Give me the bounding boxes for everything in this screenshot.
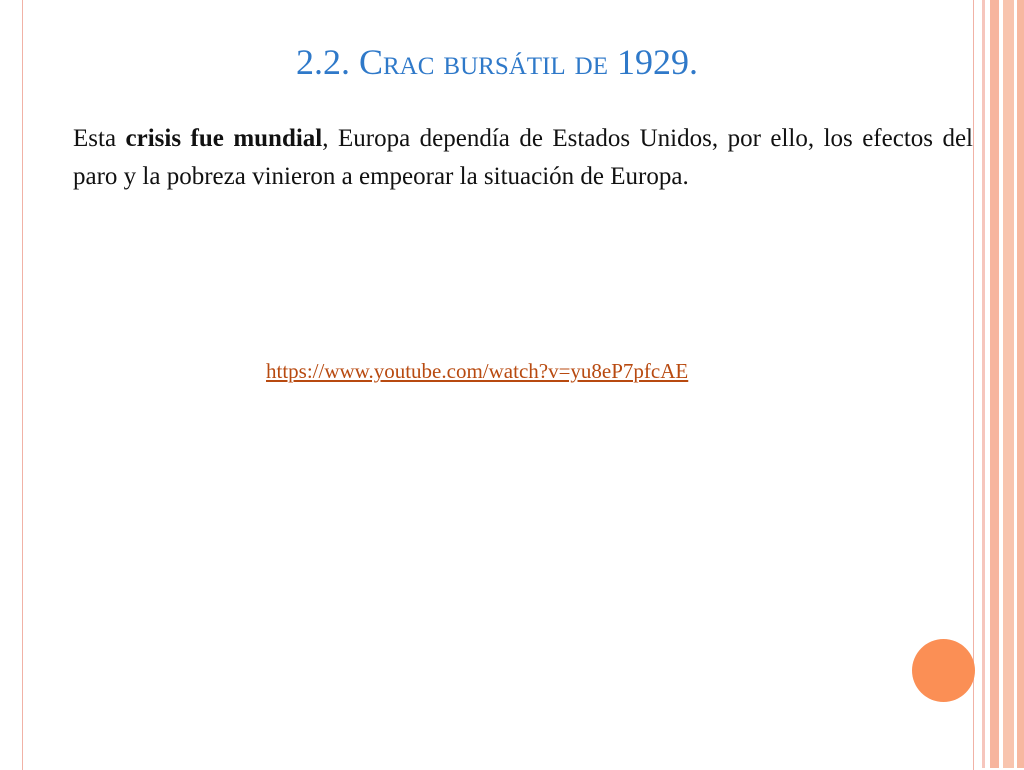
- decorative-circle: [912, 639, 975, 702]
- decorative-stripe: [1017, 0, 1024, 768]
- decorative-stripe: [1003, 0, 1014, 768]
- youtube-link[interactable]: https://www.youtube.com/watch?v=yu8eP7pfcAE: [266, 359, 689, 383]
- decorative-stripe: [990, 0, 999, 768]
- slide-title: 2.2. Crac bursátil de 1929.: [296, 42, 698, 82]
- paragraph-text-start: Esta: [73, 125, 126, 152]
- paragraph-bold-text: crisis fue mundial: [125, 125, 323, 152]
- decorative-stripe: [982, 0, 985, 768]
- paragraph-text-end: , Europa dependía de Estados Unidos, por ello, los efectos del paro y la pobreza vinieron a empeorar la situación de Europa.: [73, 125, 974, 190]
- slide-paragraph: [73, 120, 973, 196]
